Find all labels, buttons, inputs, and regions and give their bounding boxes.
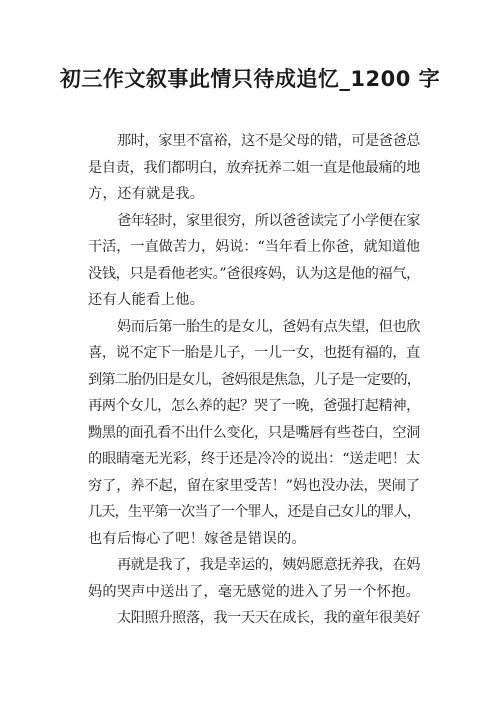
text-line: 的眼睛毫无光彩，终于还是冷冷的说出：“送走吧！太 (88, 451, 420, 467)
text-line: 喜，说不定下一胎是儿子，一儿一女，也挺有福的，直 (88, 345, 420, 361)
text-line: 爸年轻时，家里很穷，所以爸爸读完了小学便在家 (117, 212, 420, 229)
text-line: 妈的哭声中送出了，毫无感觉的进入了另一个怀抱。 (88, 583, 420, 600)
text-line: 妈而后第一胎生的是女儿，爸妈有点失望，但也欣 (117, 318, 420, 335)
text-line: 黝黑的面孔看不出什么变化，只是嘴唇有些苍白，空洞 (88, 424, 420, 441)
text-line: 再两个女儿，怎么养的起？哭了一晚，爸强打起精神， (88, 398, 420, 414)
document-title: 初三作文叙事此情只待成追忆_1200 字 (59, 67, 441, 91)
text-line: 几天，生平第一次当了一个罪人，还是自己女儿的罪人， (88, 504, 420, 520)
text-line: 那时，家里不富裕，这不是父母的错，可是爸爸总 (117, 133, 420, 149)
text-line: 再就是我了，我是幸运的，姨妈愿意抚养我，在妈 (117, 557, 420, 573)
text-line: 没钱，只是看他老实。”爸很疼妈，认为这是他的福气， (88, 265, 420, 282)
text-line: 也有后悔心了吧！嫁爸是错误的。 (88, 530, 307, 547)
text-line: 还有人能看上他。 (88, 292, 205, 308)
document-body (88, 128, 420, 632)
text-line: 方，还有就是我。 (88, 186, 205, 202)
text-line: 太阳照升照落，我一天天在成长，我的童年很美好 (117, 610, 420, 626)
text-line: 到第二胎仍旧是女儿，爸妈很是焦急，儿子是一定要的， (88, 371, 420, 388)
text-line: 穷了，养不起，留在家里受苦！”妈也没办法，哭闹了 (88, 477, 420, 494)
text-line: 干活，一直做苦力，妈说：“当年看上你爸，就知道他 (88, 239, 420, 255)
text-line: 是自责，我们都明白，放弃抚养二姐一直是他最痛的地 (88, 159, 420, 176)
